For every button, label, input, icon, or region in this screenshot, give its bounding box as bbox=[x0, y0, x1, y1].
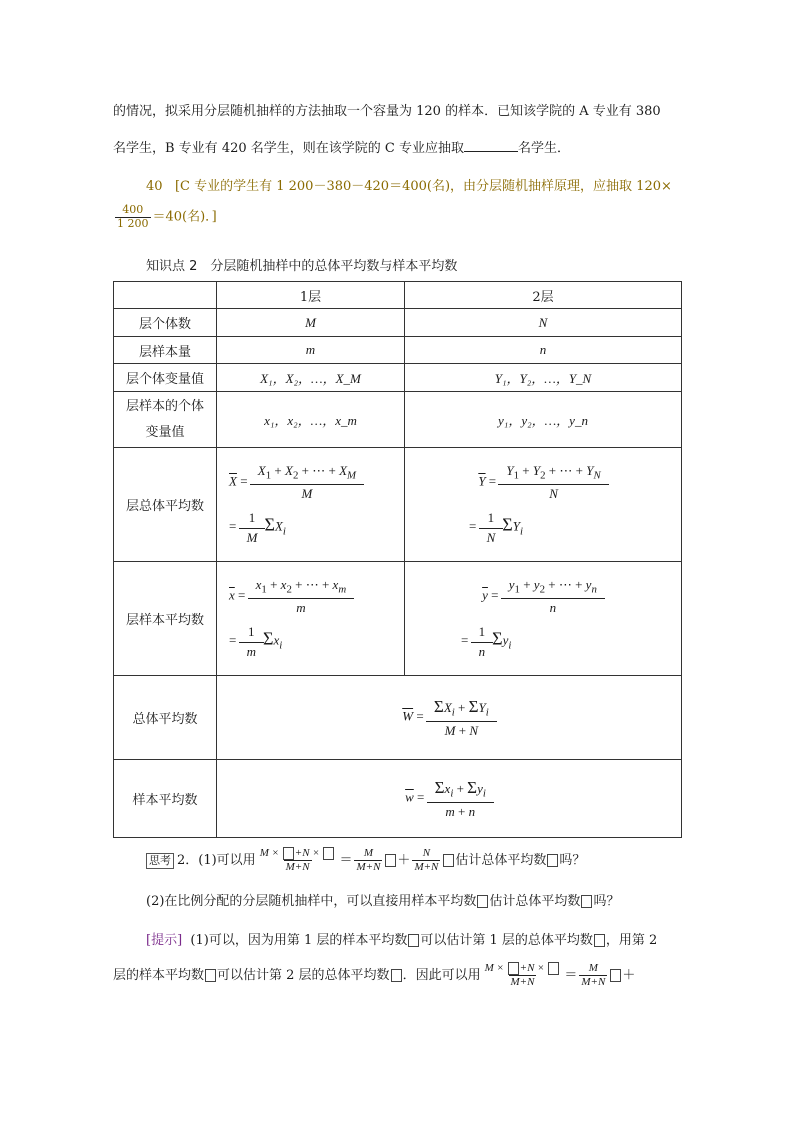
row-label: 层样本量 bbox=[114, 337, 217, 364]
col-header-2: 2层 bbox=[405, 282, 682, 309]
table-row bbox=[114, 309, 682, 337]
think-line-1: 思考 2．(1)可以用 $\frac{M \times +N \times}{M+N}$ ＝ $\frac{M}{M+N}$ ＋ $\frac{N}{M+N}$ 估计总体平均数 吗？ bbox=[146, 847, 585, 874]
row-label: 样本平均数 bbox=[114, 760, 217, 838]
cell: M bbox=[217, 309, 405, 337]
row-label: 总体平均数 bbox=[114, 676, 217, 760]
formula-y-bar: $\overline{y}$ = $\frac{y_1 + y_2 + \cdots + y_n}{n}$ = $\frac{1}{n}$ $\Sigma y_i$ bbox=[405, 562, 682, 676]
think-q1-tail: 吗？ bbox=[559, 852, 586, 868]
weighted-fraction: $\frac{M \times +N \times}{M+N}$ bbox=[258, 847, 338, 874]
fraction-N: $\frac{N}{M+N}$ bbox=[414, 847, 439, 873]
row-label: 层个体变量值 bbox=[114, 364, 217, 392]
col-header-1: 1层 bbox=[217, 282, 405, 309]
cell: x₁，x₂，…，x_m bbox=[217, 392, 405, 448]
table-row bbox=[114, 282, 682, 309]
hint-text-a: (1)可以，因为用第 1 层的样本平均数 bbox=[190, 933, 408, 948]
formula-W-bar: $\overline{W}$ = $\Sigma X_i + \Sigma Y_i$ M + N bbox=[217, 676, 682, 760]
cell: y₁，y₂，…，y_n bbox=[405, 392, 682, 448]
formula-w-bar: $\overline{w}$ = $\Sigma x_i + \Sigma y_i$ m + n bbox=[217, 760, 682, 838]
think-q2-tail: 吗？ bbox=[593, 894, 620, 909]
hint-text-d: 层的样本平均数 bbox=[113, 967, 205, 983]
answer-blank bbox=[464, 139, 518, 152]
hint-line-2: 层的样本平均数 可以估计第 2 层的总体平均数 ．因此可以用 $\frac{M \times +N \times}{M+N}$ ＝ $\frac{M}{M+N}$ ＋ bbox=[113, 962, 636, 988]
table-row bbox=[114, 676, 682, 760]
section-title: 知识点 2 分层随机抽样中的总体平均数与样本平均数 bbox=[146, 259, 458, 274]
cell: m bbox=[217, 337, 405, 364]
think-q2-text: (2)在比例分配的分层随机抽样中，可以直接用样本平均数 bbox=[146, 894, 477, 909]
answer-fraction: $\frac{400}{1 200}$ bbox=[117, 203, 149, 230]
think-line-2 bbox=[146, 890, 619, 909]
paragraph-line-2 bbox=[113, 137, 570, 156]
paragraph-line-2-text: 名学生，B 专业有 420 名学生，则在该学院的 C 专业应抽取 bbox=[113, 141, 464, 156]
think-tag: 思考 bbox=[146, 853, 174, 869]
table-row bbox=[114, 392, 682, 448]
table-corner bbox=[114, 282, 217, 309]
row-label: 层个体数 bbox=[114, 309, 217, 337]
table-row bbox=[114, 337, 682, 364]
answer-text: [C 专业的学生有 1 200－380－420＝400(名)，由分层随机抽样原理，应抽取 120× bbox=[174, 179, 672, 194]
cell: X₁，X₂，…，X_M bbox=[217, 364, 405, 392]
answer-line bbox=[146, 175, 672, 194]
hint-text-e: 可以估计第 2 层的总体平均数 bbox=[217, 967, 390, 983]
table-row bbox=[114, 364, 682, 392]
cell: Y₁，Y₂，…，Y_N bbox=[405, 364, 682, 392]
hint-text-f: ．因此可以用 bbox=[402, 967, 481, 983]
cell: N bbox=[405, 309, 682, 337]
cell: n bbox=[405, 337, 682, 364]
row-label: 层总体平均数 bbox=[114, 448, 217, 562]
formula-x-bar: $\overline{x}$ = $\frac{x_1 + x_2 + \cdots + x_m}{m}$ = $\frac{1}{m}$ $\Sigma x_i$ bbox=[217, 562, 405, 676]
table-row bbox=[114, 448, 682, 562]
table-row bbox=[114, 760, 682, 838]
hint-tag: [提示] bbox=[146, 933, 183, 948]
formula-Y-bar: $\overline{Y}$ = $\frac{Y_1 + Y_2 + \cdots + Y_N}{N}$ = $\frac{1}{N}$ $\Sigma Y_i$ bbox=[405, 448, 682, 562]
fraction-M: $\frac{M}{M+N}$ bbox=[356, 847, 381, 873]
think-q1-text: 2．(1)可以用 bbox=[177, 852, 256, 868]
table-row bbox=[114, 562, 682, 676]
formula-X-bar: $\overline{X}$ = $\frac{X_1 + X_2 + \cdots + X_M}{M}$ = $\frac{1}{M}$ $\Sigma X_i$ bbox=[217, 448, 405, 562]
hint-text-b: 可以估计第 1 层的总体平均数 bbox=[420, 933, 593, 948]
row-label: 层样本的个体 变量值 bbox=[114, 392, 217, 448]
fraction-M-2: $\frac{M}{M+N}$ bbox=[581, 962, 606, 988]
think-q2-text-b: 估计总体平均数 bbox=[489, 894, 581, 909]
paragraph-line-2-tail: 名学生． bbox=[517, 141, 570, 156]
weighted-fraction-2: $\frac{M \times +N \times}{M+N}$ bbox=[483, 962, 563, 989]
hint-text-c: ，用第 2 bbox=[605, 933, 658, 948]
mean-table bbox=[113, 281, 682, 838]
answer-fraction-line bbox=[113, 204, 217, 230]
paragraph-line-1: 的情况，拟采用分层随机抽样的方法抽取一个容量为 120 的样本．已知该学院的 A 专业有 380 bbox=[113, 104, 661, 119]
answer-number: 40 bbox=[146, 179, 163, 194]
answer-tail: ＝40(名)．] bbox=[152, 209, 217, 225]
hint-line-1 bbox=[146, 929, 657, 948]
row-label: 层样本平均数 bbox=[114, 562, 217, 676]
think-q1-text-b: 估计总体平均数 bbox=[455, 852, 547, 868]
